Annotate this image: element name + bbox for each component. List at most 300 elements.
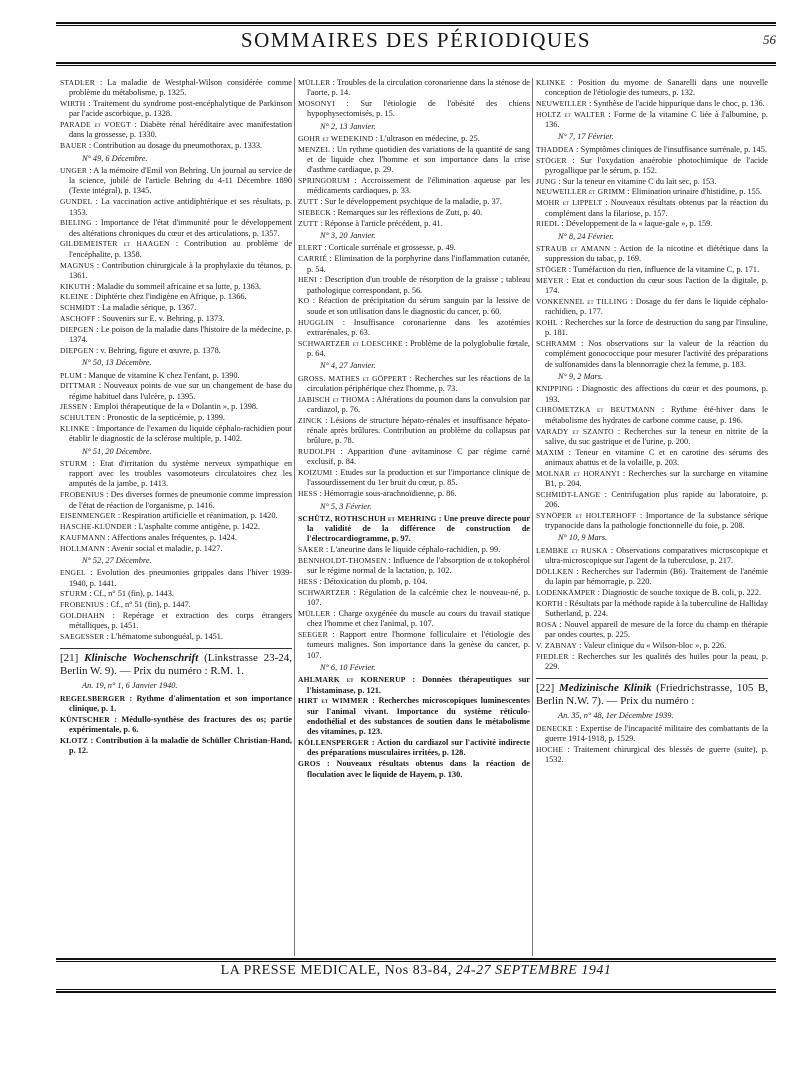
article-title: Forme de la vitamine C liée à l'albumine, p. 136. [545, 109, 768, 130]
author-separator: : [104, 600, 111, 610]
article-title: Evolution des pneumonies grippales dans l'hiver 1939-1940, p. 1441. [69, 568, 292, 588]
article-entry [60, 197, 292, 218]
article-author: STÖGER [536, 265, 567, 275]
article-entry [60, 371, 292, 381]
journal-heading [60, 652, 292, 678]
article-entry [60, 544, 292, 554]
article-title: Etudes sur la production et sur l'importance clinique de l'assourdissement du 1er bruit du cœur, p. 85. [307, 468, 530, 488]
article-title: Traitement chirurgical des blessés de guerre (suite), p. 1532. [545, 744, 768, 765]
article-author: SÄKER [298, 545, 324, 555]
author-separator: : [405, 675, 422, 685]
author-separator: : [309, 296, 319, 306]
author-separator: : [562, 598, 570, 608]
author-separator: : [318, 197, 325, 207]
top-rule-thick [56, 22, 776, 24]
article-title: Sur le développement psychique de la maladie, p. 37. [324, 197, 502, 207]
article-title: Cf., n° 51 (fin), p. 1443. [93, 589, 174, 599]
article-title: Corticale surrénale et grossesse, p. 49. [328, 243, 456, 253]
article-title: L'asphalte comme antigène, p. 1422. [138, 522, 261, 532]
article-title: Hémorragie sous-arachnoïdienne, p. 86. [323, 489, 457, 499]
article-title: Insuffisance coronarienne dans les azotémies extrarénales, p. 63. [307, 317, 530, 337]
article-entry [298, 197, 530, 207]
article-author: KIKUTH [60, 281, 91, 291]
article-title: Repérage et extraction des corps étrangers métalliques, p. 1451. [69, 611, 292, 631]
author-separator: : [96, 381, 104, 391]
article-entry [298, 296, 530, 317]
article-entry [60, 694, 292, 715]
column-1 [60, 78, 292, 757]
article-entry [298, 468, 530, 489]
article-entry [298, 588, 530, 609]
article-author: MOHR et LIPPELT [536, 198, 603, 208]
article-author: STÖGER [536, 155, 567, 165]
article-author: HESS [298, 489, 318, 499]
article-author: HENI [298, 275, 317, 285]
article-entry [298, 254, 530, 275]
author-separator: : [563, 744, 574, 754]
article-entry [298, 243, 530, 253]
article-title: Affections anales fréquentes, p. 1424. [111, 532, 237, 542]
author-separator: : [323, 545, 331, 555]
article-entry [298, 275, 530, 296]
author-separator: : [94, 78, 108, 87]
issue-heading: N° 2, 13 Janvier. [320, 121, 376, 131]
article-author: SCHRAMM [536, 339, 577, 349]
article-author: NEUWEILLER et GRIMM [536, 187, 626, 197]
article-title: Importance de l'état d'immunité pour le développement des altérations chroniques du cœur et des articulations, p. 1357. [69, 218, 292, 238]
author-separator: : [577, 640, 584, 650]
article-author: STRAUB et AMANN [536, 243, 611, 253]
article-author: DIEPGEN [60, 324, 94, 334]
article-title: Synthèse de l'acide hippurique dans le choc, p. 136. [593, 99, 765, 109]
article-title: v. Behring, figure et œuvre, p. 1378. [100, 345, 221, 355]
article-title: Rapport entre l'hormone folliculaire et l'étiologie des tumeurs malignes. Son importance dans la genèse du cancer, p. 107. [307, 630, 530, 660]
author-separator: : [559, 219, 566, 229]
article-entry [298, 134, 530, 144]
column-3 [536, 78, 768, 766]
article-entry [298, 489, 530, 499]
article-entry [536, 187, 768, 197]
issue-heading: N° 6, 10 Février. [320, 663, 376, 673]
author-separator: : [402, 338, 410, 348]
author-separator: : [619, 468, 629, 478]
article-entry [60, 166, 292, 197]
journal-number: [22] [536, 682, 555, 695]
author-separator: : [95, 303, 103, 313]
article-entry [536, 318, 768, 339]
author-separator: : [88, 735, 96, 745]
author-separator: : [125, 693, 137, 703]
article-entry [60, 511, 292, 521]
author-separator: : [88, 292, 96, 302]
issue-heading: An. 19, n° 1, 6 Janvier 1940. [82, 681, 178, 691]
article-author: GROS [298, 759, 321, 769]
article-author: KÜNTSCHER [60, 714, 110, 724]
author-separator: : [334, 317, 354, 327]
article-author: KOHL [536, 318, 558, 328]
article-entry [60, 381, 292, 402]
article-entry [536, 599, 768, 620]
article-title: Importance de l'examen du liquide céphalo-rachidien pour établir le diagnostic de la sclérose multiple, p. 1402. [69, 424, 292, 444]
author-separator: : [105, 543, 112, 553]
article-author: LODENKÄMPER [536, 587, 596, 597]
author-separator: : [564, 447, 576, 457]
footer-bottom-rule-thin [56, 989, 776, 990]
article-author: SCHWARTZER [298, 587, 351, 597]
article-author: GUNDEL [60, 197, 93, 207]
article-author: DENECKE [536, 723, 573, 733]
article-author: MÜLLER [298, 609, 331, 619]
article-author: FROBENIUS [60, 490, 104, 500]
article-title: Nouveaux résultats obtenus dans la réaction de floculation avec le liquide de Hayem, p. 130. [307, 759, 530, 779]
article-title: Problème de la polyglobulie fœtale, p. 64. [307, 338, 530, 358]
article-author: GOHR et WEDEKIND [298, 133, 374, 143]
article-title: La vaccination active antidiphtérique et ses résultats, p. 1353. [69, 197, 292, 217]
article-author: SCHMIDT [60, 303, 96, 313]
author-separator: : [94, 260, 102, 270]
author-separator: : [87, 402, 94, 412]
article-entry [298, 208, 530, 218]
article-entry [536, 490, 768, 511]
author-separator: : [81, 370, 89, 380]
article-entry [60, 261, 292, 282]
article-entry [298, 577, 530, 587]
article-title: Le poison de la maladie dans l'histoire de la médecine, p. 1374. [69, 324, 292, 345]
article-author: KOIZUMI [298, 468, 333, 478]
column-divider [532, 78, 533, 956]
author-separator: : [332, 468, 341, 478]
author-separator: : [318, 218, 325, 228]
article-entry [60, 282, 292, 292]
article-title: Sur l'oxydation anaérobie photochimique de l'acide pyrogallique par le sérum, p. 152. [545, 155, 768, 175]
article-entry [536, 145, 768, 155]
journal-name: Medizinische Klinik [558, 682, 652, 695]
article-entry [298, 99, 530, 120]
issue-heading: N° 7, 17 Février. [558, 132, 614, 142]
journal-block [536, 678, 768, 708]
article-author: HOLLMANN [60, 543, 106, 553]
author-separator: : [655, 405, 671, 415]
article-title: Réaction de précipitation du sérum sanguin par la lessive de soude et son utilisation dans le diagnostic du cancer, p. 60. [307, 296, 530, 316]
author-separator: : [334, 99, 361, 109]
article-author: HOCHE [536, 744, 564, 754]
article-entry [298, 556, 530, 577]
author-separator: : [109, 714, 122, 724]
author-separator: : [92, 197, 101, 207]
article-entry [298, 318, 530, 339]
article-entry [60, 346, 292, 356]
article-entry [536, 641, 768, 651]
article-entry [298, 630, 530, 661]
author-separator: : [87, 589, 94, 599]
article-entry [536, 156, 768, 177]
author-separator: : [95, 314, 103, 324]
article-author: ZINCK [298, 415, 323, 425]
article-entry [298, 395, 530, 416]
issue-heading: An. 35, n° 48, 1er Décembre 1939. [558, 711, 674, 721]
author-separator: : [169, 239, 185, 249]
article-author: SPRINGORUM [298, 176, 350, 186]
article-author: GILDEMEISTER et HAAGEN [60, 239, 170, 249]
article-title: A la mémoire d'Emil von Behring. Un journal au service de la science, jubilé de l'article Behring du 4-11 Décembre 1890 (Texte intégral), p. 1345. [69, 165, 293, 196]
article-title: Diagnostic de souche toxique de B. coli, p. 222. [602, 587, 762, 597]
article-title: Position du myome de Sanarelli dans une nouvelle conception de l'étiologie des tumeurs, p. 132. [545, 78, 768, 98]
article-entry [298, 696, 530, 737]
article-author: BENNHOLDT-THOMSEN [298, 556, 387, 566]
article-entry [60, 632, 292, 642]
author-separator: : [90, 281, 97, 291]
article-author: GOLDHAHN [60, 611, 105, 621]
article-title: Nouvel appareil de mesure de la force du champ en thérapie par ondes courtes, p. 225. [545, 619, 768, 640]
article-entry [536, 339, 768, 370]
article-entry [536, 469, 768, 490]
article-author: RIEDL [536, 219, 560, 229]
article-title: Sur l'étiologie de l'obésité des chiens hypophysectomisés, p. 15. [307, 99, 530, 119]
author-separator: : [87, 165, 94, 175]
author-separator: : [320, 759, 337, 769]
article-title: Charge oxygénée du muscle au cours du travail statique chez l'homme et chez l'animal, p. 107. [307, 609, 530, 629]
article-author: GROSS, MATHES et GÖPPERT [298, 373, 407, 383]
article-entry [536, 99, 768, 109]
article-author: KLINKE [60, 424, 90, 433]
journal-heading [536, 682, 768, 708]
article-title: Résultats par la méthode rapide à la tuberculine de Halliday Sutherland, p. 224. [545, 598, 768, 619]
author-separator: : [556, 176, 563, 186]
article-entry [60, 99, 292, 120]
article-entry [60, 141, 292, 151]
article-title: Souvenirs sur E. v. Behring, p. 1373. [102, 314, 225, 324]
author-separator: : [85, 99, 94, 109]
article-author: SCHWARTZER et LOESCHKE [298, 338, 403, 348]
author-separator: : [316, 275, 325, 285]
issue-heading: N° 4, 27 Janvier. [320, 361, 376, 371]
page-title: SOMMAIRES DES PÉRIODIQUES [240, 28, 592, 52]
author-separator: : [91, 218, 101, 228]
footer-journal: LA PRESSE MEDICALE, [220, 963, 381, 978]
author-separator: : [87, 458, 101, 468]
author-separator: : [317, 577, 324, 587]
article-title: Diagnostic des affections du cœur et des poumons, p. 193. [545, 384, 768, 404]
footer-issue: Nos 83-84, [384, 963, 452, 978]
article-author: SCHMIDT-LANGE [536, 489, 601, 499]
article-author: WIRTH [60, 99, 86, 109]
article-title: Expertise de l'incapacité militaire des combattants de la guerre 1914-1918, p. 1529. [545, 723, 768, 743]
author-separator: : [568, 651, 578, 661]
article-author: NEUWEILLER [536, 99, 587, 109]
article-entry [536, 265, 768, 275]
author-separator: : [104, 490, 111, 500]
article-author: SYNÖPER et HOLTERHOFF [536, 510, 637, 520]
article-title: Rythme d'alimentation et son importance clinique, p. 1. [69, 693, 292, 714]
footer-date: 24-27 SEPTEMBRE 1941 [455, 963, 612, 978]
article-author: ASCHOFF [60, 314, 96, 324]
article-entry [536, 588, 768, 598]
article-title: Respiration artificielle et réanimation, p. 1420. [122, 511, 278, 521]
article-entry [60, 413, 292, 423]
article-title: Contribution au problème de l'encéphalite, p. 1358. [69, 239, 292, 259]
article-author: VONKENNEL et TILLING [536, 296, 628, 306]
article-entry [60, 78, 292, 99]
author-separator: : [104, 611, 123, 621]
author-separator: : [132, 522, 139, 532]
issue-heading: N° 10, 9 Mars. [558, 533, 608, 543]
article-author: MOSONYI [298, 99, 335, 109]
article-author: ROSA [536, 619, 558, 629]
article-title: Influence de l'absorption de α tokophérol sur le régime normal de la lactation, p. 102. [307, 556, 530, 576]
article-author: KLEINE [60, 292, 89, 302]
article-entry [536, 448, 768, 469]
article-entry [60, 303, 292, 313]
article-author: KLINKE [536, 78, 566, 87]
article-author: MENZEL [298, 144, 330, 154]
article-entry [298, 78, 530, 99]
article-entry [536, 276, 768, 297]
article-entry [536, 198, 768, 219]
journal-block [60, 648, 292, 678]
article-author: SCHÜTZ, ROTHSCHUH et MEHRING [298, 513, 437, 523]
article-title: Troubles de la circulation coronarienne dans la sténose de l'aorte, p. 14. [307, 78, 530, 98]
page-header [56, 26, 776, 60]
article-author: MOLNAR et HORANYI [536, 468, 620, 478]
article-title: Etat et conduction du cœur sous l'action de la digitale, p. 174. [545, 275, 768, 296]
article-title: Importance de la substance sérique trypanocide dans la pathologie fonctionnelle du foie, p. 208. [545, 510, 768, 531]
article-title: Rythme été-hiver dans le métabolisme des hydrates de carbone comme cause, p. 196. [545, 405, 768, 425]
article-title: Teneur en vitamine C et en carotine des sérums des animaux abattus et de la volaille, p. 203. [545, 447, 768, 467]
article-author: FROBENIUS [60, 600, 104, 610]
article-entry [60, 600, 292, 610]
author-separator: : [104, 632, 111, 642]
author-separator: : [327, 254, 335, 264]
article-author: JESSEN [60, 402, 88, 412]
article-author: KO [298, 296, 310, 306]
article-title: Régulation de la calcémie chez le nouveau-né, p. 107. [307, 587, 530, 608]
article-entry [298, 176, 530, 197]
article-title: Centrifugation plus rapide au laboratoire, p. 206. [545, 489, 768, 510]
article-entry [536, 427, 768, 448]
article-title: L'hématome subonguéal, p. 1451. [110, 632, 223, 642]
article-title: Altérations du poumon dans la convulsion par cardiazol, p. 76. [307, 394, 530, 414]
author-separator: : [322, 415, 331, 425]
footer-bottom-rule-thick [56, 991, 776, 993]
article-author: BAUER [60, 141, 87, 151]
article-author: JUNG [536, 176, 557, 186]
article-author: V. ZABNAY [536, 640, 578, 650]
author-separator: : [574, 144, 581, 154]
author-separator: : [93, 324, 101, 334]
article-title: L'aneurine dans le liquide céphalo-rachidien, p. 99. [330, 545, 501, 555]
article-entry [298, 145, 530, 176]
article-entry [60, 402, 292, 412]
author-separator: : [368, 738, 378, 748]
article-entry [536, 405, 768, 426]
article-title: Contribution chirurgicale à la prophylaxie du tétanos, p. 1361. [69, 260, 292, 280]
article-title: Détoxication du plomb, p. 104. [323, 577, 428, 587]
article-author: DIEPGEN [60, 345, 94, 355]
page-footer [56, 963, 776, 985]
issue-heading: N° 5, 3 Février. [320, 501, 372, 511]
author-separator: : [566, 155, 581, 165]
article-title: Manque de vitamine K chez l'enfant, p. 1390. [88, 370, 240, 380]
article-author: VARADY et SZANTO [536, 426, 614, 436]
author-separator: : [566, 265, 574, 275]
article-title: Emploi thérapeutique de la « Dolantin », p. 1398. [93, 402, 259, 412]
article-author: HIRT et WIMMER [298, 696, 369, 706]
article-author: CARRIÉ [298, 254, 328, 264]
author-separator: : [368, 696, 379, 706]
article-title: Recherches sur l'adermin (B6). Traitement de l'anémie du lapin par hémorragie, p. 220. [545, 566, 768, 587]
author-separator: : [335, 447, 348, 457]
journal-address: (Friedrichstrasse, 105 B, Berlin N.W. 7). — Prix du numéro : [536, 682, 769, 708]
article-author: THADDEA [536, 144, 575, 154]
article-entry [60, 533, 292, 543]
article-title: Dosage du fer dans le liquide céphalo-rachidien, p. 177. [545, 296, 768, 317]
author-separator: : [330, 78, 338, 87]
article-author: HASCHE-KLÜNDER [60, 522, 132, 532]
article-title: Développement de la « laque-gale », p. 159. [565, 219, 713, 229]
article-author: KLOTZ [60, 735, 89, 745]
article-author: MAXIM [536, 447, 565, 457]
author-separator: : [586, 99, 594, 109]
author-separator: : [115, 511, 123, 521]
author-separator: : [105, 532, 112, 542]
article-entry [298, 339, 530, 360]
article-author: EISENMENGER [60, 511, 116, 521]
article-entry [60, 314, 292, 324]
article-title: Avenir social et maladie, p. 1427. [111, 543, 223, 553]
article-author: SAEGESSER [60, 632, 105, 642]
article-title: Lésions de structure hépato-rénales et insuffisance hépato-rénale après brûlures. Contribution au problème du collapsus par brûlure, p. 78. [307, 415, 530, 446]
issue-heading: N° 9, 2 Mars. [558, 372, 604, 382]
author-separator: : [625, 187, 632, 197]
article-entry [536, 652, 768, 673]
article-title: Cf., n° 51 (fin), p. 1447. [110, 600, 191, 610]
article-author: MEYER [536, 275, 564, 285]
article-entry [60, 568, 292, 589]
article-entry [536, 219, 768, 229]
article-title: Sur la teneur en vitamine C du lait sec, p. 153. [562, 176, 717, 186]
article-title: Recherches sur les qualités des huiles pour la peau, p. 229. [545, 651, 768, 672]
article-entry [60, 120, 292, 141]
issue-heading: N° 52, 27 Décembre. [82, 556, 152, 566]
article-entry [298, 609, 530, 630]
article-entry [298, 514, 530, 545]
author-separator: : [350, 587, 360, 597]
article-entry [60, 292, 292, 302]
article-title: Nos observations sur la valeur de la réaction du complément gonococcique pour mesurer l'activité des préparations de sulfonamides dans la blennorragie chez la femme, p. 183. [545, 339, 768, 369]
article-entry [536, 177, 768, 187]
article-entry [536, 745, 768, 766]
article-author: PARADE et VOEGT [60, 120, 131, 130]
article-author: KNIPPING [536, 384, 574, 394]
author-separator: : [610, 243, 620, 253]
article-author: STURM [60, 458, 88, 468]
article-title: Recherches microscopiques luminescentes sur l'animal vivant. Importance du système réticulo-endothélial et des substances de soutien dans le métabolisme des vitamines, p. 123. [307, 696, 530, 737]
page-number: 56 [763, 32, 776, 47]
article-entry [298, 759, 530, 780]
article-title: Traitement du syndrome post-encéphalytique de Parkinson par l'acide ascorbique, p. 1328. [69, 99, 292, 119]
article-author: HESS [298, 577, 318, 587]
article-author: ENGEL [60, 568, 86, 578]
article-entry [298, 447, 530, 468]
article-author: REGELSBERGER [60, 693, 126, 703]
article-title: Nouveaux résultats obtenus par la réaction du complément dans la filariose, p. 157. [545, 198, 768, 218]
issue-heading: N° 8, 24 Février. [558, 231, 614, 241]
article-entry [60, 715, 292, 736]
article-entry [298, 374, 530, 395]
article-title: Une preuve directe pour la validité de la différence de construction de l'électrocardiogramme, p. 97. [307, 513, 530, 544]
article-title: Réponse à l'article précédent, p. 41. [324, 218, 443, 228]
article-author: LEMBKE et RUSKA [536, 545, 608, 555]
